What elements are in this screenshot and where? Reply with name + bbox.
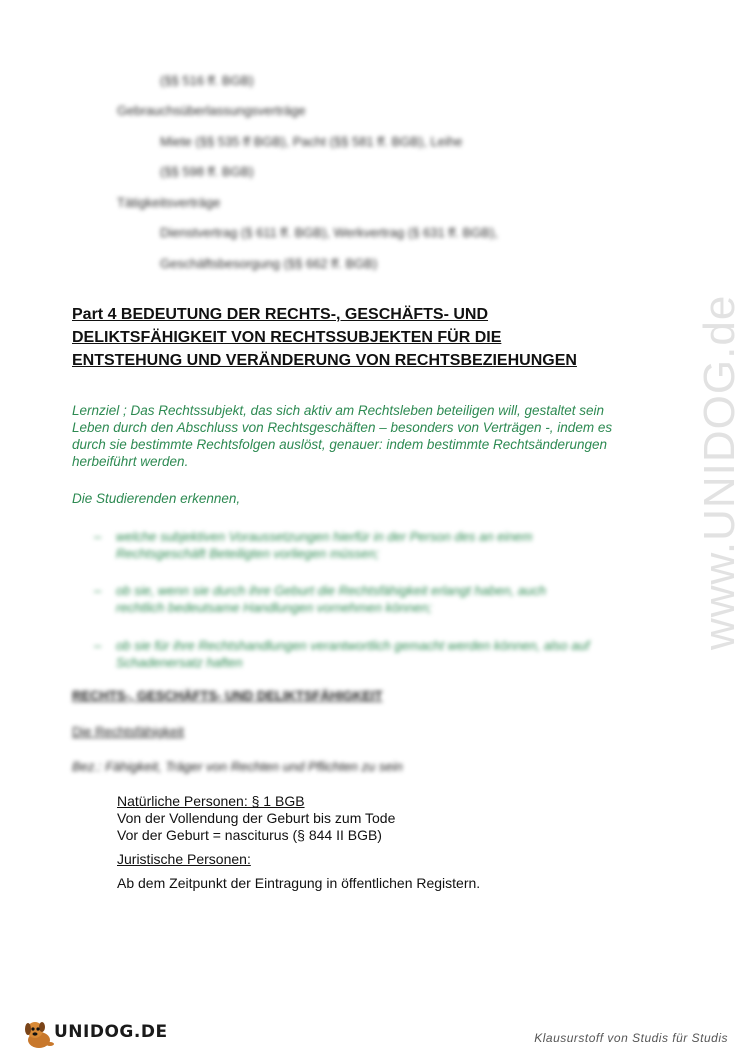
unidog-logo <box>22 1018 168 1050</box>
goal-line: Leben durch den Abschluss von Rechtsgeschäften – besonders von Verträgen -, indem es <box>72 420 613 435</box>
page-heading <box>72 303 692 372</box>
bullet-dash: – <box>94 638 102 653</box>
dog-mascot-icon <box>22 1018 56 1050</box>
bullet-line: ob sie, wenn sie durch ihre Geburt die Rechtsfähigkeit erlangt haben, auch <box>116 583 546 598</box>
before-birth-line: Vor der Geburt = nasciturus (§ 844 II BGB) <box>117 827 382 843</box>
bullet-line: Rechtsgeschäft Beteiligten vorliegen müssen; <box>116 546 380 561</box>
learning-goal <box>72 402 692 470</box>
legal-persons-label: Juristische Personen: <box>117 851 251 867</box>
goal-line: herbeiführt werden. <box>72 454 189 469</box>
from-birth-line: Von der Vollendung der Geburt bis zum Tode <box>117 810 396 826</box>
bullet-dash: – <box>94 583 102 598</box>
watermark: www.UNIDOG.de <box>695 294 744 650</box>
list-line: Dienstvertrag (§ 611 ff. BGB), Werkvertrag (§ 631 ff. BGB), <box>160 225 498 240</box>
bullet-line: welche subjektiven Voraussetzungen hierfür in der Person des an einem <box>116 529 533 544</box>
bullet-line: rechtlich bedeutsame Handlungen vornehmen können; <box>116 600 432 615</box>
learning-goal-intro: Die Studierenden erkennen, <box>72 491 241 506</box>
bullet-dash: – <box>94 529 102 544</box>
goal-line: Lernziel ; Das Rechtssubjekt, das sich aktiv am Rechtsleben beteiligen will, gestaltet sein <box>72 403 605 418</box>
natural-persons-label: Natürliche Personen: § 1 BGB <box>117 793 305 809</box>
registration-line: Ab dem Zeitpunkt der Eintragung in öffentlichen Registern. <box>117 875 481 891</box>
list-line: (§§ 598 ff. BGB) <box>160 164 254 179</box>
heading-line: DELIKTSFÄHIGKEIT VON RECHTSSUBJEKTEN FÜR DIE <box>72 329 502 346</box>
logo-text: UNIDOG.DE <box>54 1022 168 1042</box>
heading-line: Part 4 BEDEUTUNG DER RECHTS-, GESCHÄFTS- UND <box>72 306 489 323</box>
footer-tagline: Klausurstoff von Studis für Studis <box>534 1031 728 1045</box>
list-line: Gebrauchsüberlassungsverträge <box>117 103 306 118</box>
list-line: Miete (§§ 535 ff BGB), Pacht (§§ 581 ff. BGB), Leihe <box>160 134 463 149</box>
list-line: Geschäftsbesorgung (§§ 662 ff. BGB) <box>160 256 378 271</box>
heading-line: ENTSTEHUNG UND VERÄNDERUNG VON RECHTSBEZIEHUNGEN <box>72 352 577 369</box>
section-title: RECHTS-, GESCHÄFTS- UND DELIKTSFÄHIGKEIT <box>72 688 383 703</box>
subsection-title: Die Rechtsfähigkeit <box>72 724 184 739</box>
bullet-line: Schadenersatz haften <box>116 655 243 670</box>
bullet-line: ob sie für ihre Rechtshandlungen verantwortlich gemacht werden können, also auf <box>116 638 590 653</box>
goal-line: durch sie bestimmte Rechtsfolgen auslöst, genauer: indem bestimmte Rechtsänderungen <box>72 437 608 452</box>
definition-line: Bez.: Fähigkeit, Träger von Rechten und Pflichten zu sein <box>72 759 403 774</box>
list-line: (§§ 516 ff. BGB) <box>160 73 254 88</box>
list-line: Tätigkeitsverträge <box>117 195 221 210</box>
